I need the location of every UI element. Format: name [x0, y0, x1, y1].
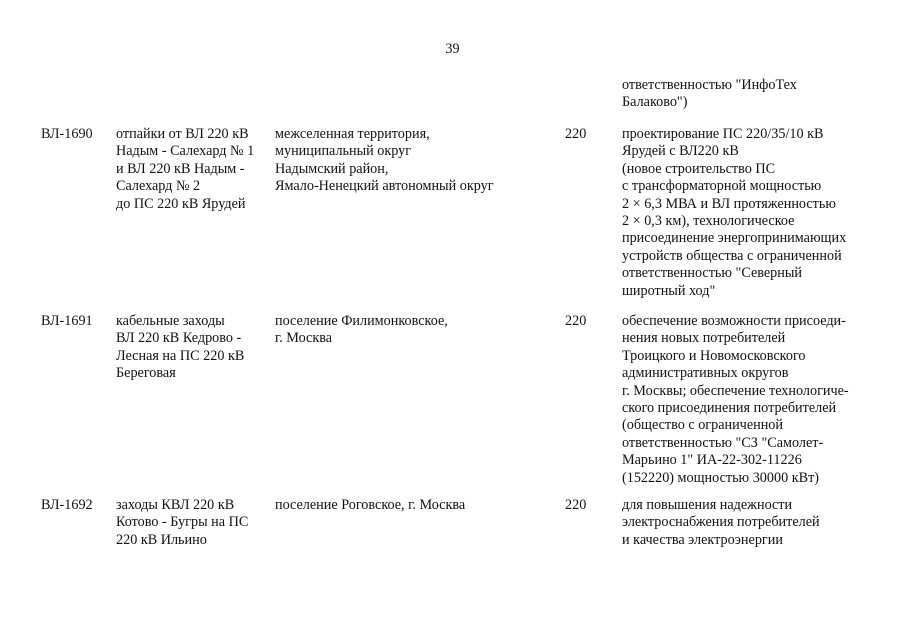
line-code: ВЛ-1691 [41, 313, 93, 329]
line-name: кабельные заходы ВЛ 220 кВ Кедрово - Лесная на ПС 220 кВ Береговая [116, 313, 245, 382]
line-code: ВЛ-1690 [41, 126, 93, 142]
line-purpose: для повышения надежности электроснабжения потребителей и качества электроэнергии [622, 497, 820, 548]
line-purpose: обеспечение возможности присоеди- нения новых потребителей Троицкого и Новомосковского административных округов г. Москвы; обеспечение технологиче- ского присоединения потребителей (общество с ограниченной ответственностью "СЗ "Самолет- Марьино 1" ИА-22-302-11226 (152220) мощностью 30000 кВт) [622, 313, 849, 486]
page-number: 39 [445, 41, 460, 57]
line-location: поселение Филимонковское, г. Москва [275, 313, 448, 347]
line-name: отпайки от ВЛ 220 кВ Надым - Салехард № 1 и ВЛ 220 кВ Надым - Салехард № 2 до ПС 220 кВ Ярудей [116, 126, 255, 212]
line-location: поселение Роговское, г. Москва [275, 497, 466, 513]
continued-purpose-text: ответственностью "ИнфоТех Балаково") [622, 77, 797, 111]
line-voltage: 220 [565, 497, 587, 513]
line-code: ВЛ-1692 [41, 497, 93, 513]
line-location: межселенная территория, муниципальный округ Надымский район, Ямало-Ненецкий автономный округ [275, 126, 494, 195]
line-voltage: 220 [565, 313, 587, 329]
line-purpose: проектирование ПС 220/35/10 кВ Ярудей с ВЛ220 кВ (новое строительство ПС с трансформаторной мощностью 2 × 6,3 МВА и ВЛ протяженностью 2 × 0,3 км), технологическое присоединение энергопринимающих устройств общества с ограниченной ответственностью "Северный широтный ход" [622, 126, 847, 299]
line-name: заходы КВЛ 220 кВ Котово - Бугры на ПС 220 кВ Ильино [116, 497, 249, 548]
line-voltage: 220 [565, 126, 587, 142]
